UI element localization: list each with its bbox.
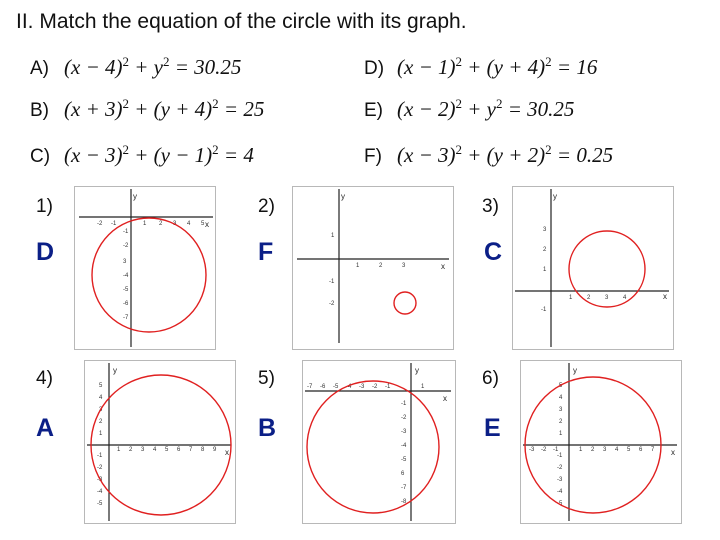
svg-text:x: x xyxy=(225,448,229,457)
svg-text:4: 4 xyxy=(623,295,627,301)
graph-4-plot xyxy=(85,361,235,523)
svg-text:4: 4 xyxy=(615,447,619,453)
graph-5-answer: B xyxy=(258,414,277,442)
graph-2-circle xyxy=(394,292,416,314)
svg-text:5: 5 xyxy=(201,221,205,227)
svg-text:-1: -1 xyxy=(553,447,559,453)
svg-text:-6: -6 xyxy=(123,301,129,307)
svg-text:1: 1 xyxy=(331,233,335,239)
svg-text:-1: -1 xyxy=(541,307,547,313)
svg-text:-1: -1 xyxy=(111,221,117,227)
equation-d-label: D) xyxy=(364,58,385,79)
svg-text:-6: -6 xyxy=(320,384,326,390)
svg-text:-1: -1 xyxy=(123,229,129,235)
svg-text:-2: -2 xyxy=(329,301,335,307)
graph-1-panel xyxy=(74,186,216,350)
svg-text:y: y xyxy=(553,192,557,201)
svg-text:-3: -3 xyxy=(359,384,365,390)
svg-text:-4: -4 xyxy=(346,384,352,390)
svg-text:3: 3 xyxy=(402,263,406,269)
svg-text:y: y xyxy=(133,192,137,201)
svg-text:3: 3 xyxy=(123,259,127,265)
svg-text:-4: -4 xyxy=(401,443,407,449)
svg-text:-7: -7 xyxy=(401,485,407,491)
graph-4-answer: A xyxy=(36,414,55,442)
equation-c: $(x - 3)^2 + (y - 1)^2 = 4$ xyxy=(64,142,254,167)
svg-text:-1: -1 xyxy=(385,384,391,390)
svg-text:-2: -2 xyxy=(372,384,378,390)
svg-text:-2: -2 xyxy=(123,243,129,249)
svg-text:3: 3 xyxy=(141,447,145,453)
svg-text:7: 7 xyxy=(189,447,193,453)
svg-text:5: 5 xyxy=(627,447,631,453)
svg-text:3: 3 xyxy=(605,295,609,301)
graph-5-panel xyxy=(302,360,456,524)
equation-b-label: B) xyxy=(30,100,49,121)
graph-1-answer: D xyxy=(36,238,55,266)
svg-text:1: 1 xyxy=(569,295,573,301)
graph-3-number: 3) xyxy=(482,196,499,217)
graph-1-plot xyxy=(75,187,215,349)
svg-text:-3: -3 xyxy=(557,477,563,483)
svg-text:-2: -2 xyxy=(557,465,563,471)
svg-text:5: 5 xyxy=(559,383,563,389)
svg-text:1: 1 xyxy=(579,447,583,453)
svg-text:1: 1 xyxy=(356,263,360,269)
graph-6-answer: E xyxy=(484,414,501,442)
graph-2-panel xyxy=(292,186,454,350)
svg-text:x: x xyxy=(663,292,667,301)
svg-text:3: 3 xyxy=(559,407,563,413)
svg-text:2: 2 xyxy=(99,419,103,425)
svg-text:-2: -2 xyxy=(97,221,103,227)
graph-5-plot xyxy=(303,361,455,523)
svg-text:-5: -5 xyxy=(557,501,563,507)
svg-text:-4: -4 xyxy=(97,489,103,495)
svg-text:-1: -1 xyxy=(329,279,335,285)
graph-4-number: 4) xyxy=(36,368,53,389)
equation-a: $(x - 4)^2 + y^2 = 30.25$ xyxy=(64,54,242,79)
svg-text:2: 2 xyxy=(591,447,595,453)
svg-text:x: x xyxy=(671,448,675,457)
svg-text:1: 1 xyxy=(99,431,103,437)
svg-text:-5: -5 xyxy=(97,501,103,507)
svg-text:-1: -1 xyxy=(401,401,407,407)
svg-text:x: x xyxy=(205,220,209,229)
svg-text:1: 1 xyxy=(543,267,547,273)
svg-text:2: 2 xyxy=(559,419,563,425)
svg-text:-3: -3 xyxy=(529,447,535,453)
equation-b: $(x + 3)^2 + (y + 4)^2 = 25$ xyxy=(64,96,265,121)
svg-text:2: 2 xyxy=(159,221,163,227)
graph-6-plot xyxy=(521,361,681,523)
svg-text:-5: -5 xyxy=(123,287,129,293)
svg-text:-2: -2 xyxy=(97,465,103,471)
svg-text:4: 4 xyxy=(559,395,563,401)
svg-text:-4: -4 xyxy=(123,273,129,279)
equation-d: $(x - 1)^2 + (y + 4)^2 = 16$ xyxy=(397,54,598,79)
equation-f-label: F) xyxy=(364,146,382,167)
svg-text:-3: -3 xyxy=(401,429,407,435)
svg-text:y: y xyxy=(415,366,419,375)
svg-text:y: y xyxy=(113,366,117,375)
svg-text:6: 6 xyxy=(177,447,181,453)
svg-text:3: 3 xyxy=(543,227,547,233)
graph-3-panel xyxy=(512,186,674,350)
graph-3-plot xyxy=(513,187,673,349)
equation-c-label: C) xyxy=(30,146,51,167)
graph-2-number: 2) xyxy=(258,196,275,217)
svg-text:-3: -3 xyxy=(97,477,103,483)
svg-text:4: 4 xyxy=(99,395,103,401)
svg-text:3: 3 xyxy=(603,447,607,453)
svg-text:3: 3 xyxy=(99,407,103,413)
equation-f: $(x - 3)^2 + (y + 2)^2 = 0.25$ xyxy=(397,142,614,167)
svg-text:-4: -4 xyxy=(557,489,563,495)
graph-1-number: 1) xyxy=(36,196,53,217)
svg-text:-7: -7 xyxy=(307,384,313,390)
svg-text:9: 9 xyxy=(213,447,217,453)
graph-2-answer: F xyxy=(258,238,274,266)
svg-text:y: y xyxy=(573,366,577,375)
svg-text:1: 1 xyxy=(117,447,121,453)
svg-text:-1: -1 xyxy=(97,453,103,459)
svg-text:2: 2 xyxy=(543,247,547,253)
svg-text:6: 6 xyxy=(639,447,643,453)
svg-text:-5: -5 xyxy=(333,384,339,390)
graph-2-plot xyxy=(293,187,453,349)
svg-text:y: y xyxy=(341,192,345,201)
svg-text:-2: -2 xyxy=(541,447,547,453)
svg-text:1: 1 xyxy=(143,221,147,227)
svg-text:2: 2 xyxy=(379,263,383,269)
svg-text:-2: -2 xyxy=(401,415,407,421)
svg-text:1: 1 xyxy=(421,384,425,390)
graph-5-number: 5) xyxy=(258,368,275,389)
equation-e: $(x - 2)^2 + y^2 = 30.25$ xyxy=(397,96,575,121)
svg-text:2: 2 xyxy=(129,447,133,453)
svg-text:8: 8 xyxy=(201,447,205,453)
svg-text:4: 4 xyxy=(153,447,157,453)
svg-text:3: 3 xyxy=(173,221,177,227)
svg-text:6: 6 xyxy=(401,471,405,477)
equation-a-label: A) xyxy=(30,58,49,79)
graph-6-number: 6) xyxy=(482,368,499,389)
svg-text:2: 2 xyxy=(587,295,591,301)
svg-text:-8: -8 xyxy=(401,499,407,505)
svg-text:-7: -7 xyxy=(123,315,129,321)
graph-1-circle xyxy=(92,218,206,332)
svg-text:-5: -5 xyxy=(401,457,407,463)
svg-text:5: 5 xyxy=(165,447,169,453)
graph-4-panel xyxy=(84,360,236,524)
svg-text:5: 5 xyxy=(99,383,103,389)
equation-e-label: E) xyxy=(364,100,383,121)
svg-text:1: 1 xyxy=(559,431,563,437)
page-title: II. Match the equation of the circle with its graph. xyxy=(16,10,467,33)
svg-text:7: 7 xyxy=(651,447,655,453)
svg-text:-1: -1 xyxy=(557,453,563,459)
graph-3-answer: C xyxy=(484,238,503,266)
svg-text:x: x xyxy=(443,394,447,403)
svg-text:x: x xyxy=(441,262,445,271)
graph-6-panel xyxy=(520,360,682,524)
svg-text:4: 4 xyxy=(187,221,191,227)
graph-5-circle xyxy=(307,381,439,513)
